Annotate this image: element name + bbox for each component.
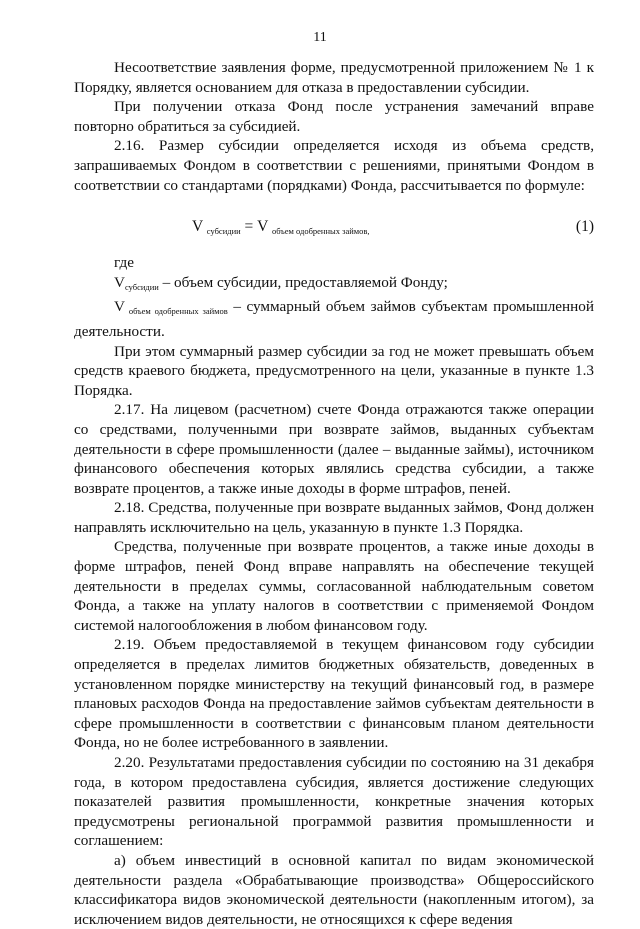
formula-equals: = — [244, 218, 254, 236]
paragraph: При этом суммарный размер субсидии за год не может превышать объем средств краевого бюджета, предусмотренного на цели, указанные в пункте 1.3 Порядка. — [74, 342, 594, 399]
definition-text: – объем субсидии, предоставляемой Фонду; — [158, 273, 448, 291]
formula-lhs-subscript: субсидии — [206, 226, 241, 237]
definition-subscript: объем одобренных займов — [124, 306, 228, 317]
formula — [74, 209, 594, 253]
document-body — [74, 58, 594, 929]
paragraph-2-19: 2.19. Объем предоставляемой в текущем финансовом году субсидии определяется в пределах лимитов бюджетных обязательств, доведенных в установленном порядке министерству на текущий финансовый год, в размере плановых расходов Фонда на предоставление займов субъектам деятельности в сфере промышленности в соответствии с финансовым планом деятельности Фонда, но не более истребованного в заявлении. — [74, 636, 594, 752]
paragraph: Средства, полученные при возврате процентов, а также иные доходы в форме штрафов, пеней Фонд вправе направлять на обеспечение текущей деятельности в пределах суммы, согласованной наблюдательным советом Фонда, а также на уплату налогов в соответствии с применяемой Фондом системой налогообложения в любом финансовом году. — [74, 538, 594, 634]
definition-subscript: субсидии — [124, 281, 159, 292]
formula-number: (1) — [575, 218, 594, 236]
formula-lhs-symbol: V — [192, 218, 203, 236]
definition-approved-loans — [74, 297, 594, 341]
paragraph-item-a: а) объем инвестиций в основной капитал по видам экономической деятельности раздела «Обрабатывающие производства» Общероссийского классификатора видов экономической деятельности (накопленным итогом), за исключением видов деятельности, не относящихся к сфере ведения — [74, 851, 594, 928]
definition-subsidy — [74, 273, 594, 298]
formula-rhs-subscript: объем одобренных займов, — [271, 226, 370, 237]
definition-text: – суммарный объем займов субъектам промышленной деятельности. — [74, 298, 594, 340]
paragraph-2-18: 2.18. Средства, полученные при возврате выданных займов, Фонд должен направлять исключительно на цель, указанную в пункте 1.3 Порядка. — [74, 499, 594, 536]
formula-rhs-symbol: V — [257, 218, 269, 236]
where-label: где — [114, 254, 134, 272]
page-number: 11 — [313, 30, 327, 45]
paragraph: 2.16. Размер субсидии определяется исходя из объема средств, запрашиваемых Фондом в соответствии с решениями, принятыми Фондом в соответствии со стандартами (порядками) Фонда, рассчитывается по формуле: — [74, 137, 594, 194]
definition-symbol: V — [114, 273, 125, 291]
paragraph: При получении отказа Фонд после устранения замечаний вправе повторно обратиться за субсидией. — [74, 98, 594, 135]
paragraph-2-17: 2.17. На лицевом (расчетном) счете Фонда отражаются также операции со средствами, полученными при возврате займов, выданных субъектам деятельности в сфере промышленности (далее – выданные займы), источником финансового обеспечения которых являлись средства субсидии, а также возврате процентов, а также иные доходы в форме штрафов, пеней. — [74, 401, 594, 497]
formula-expression — [192, 217, 370, 242]
paragraph: Несоответствие заявления форме, предусмотренной приложением № 1 к Порядку, является основанием для отказа в предоставлении субсидии. — [74, 59, 594, 96]
definition-symbol: V — [114, 298, 125, 316]
paragraph-2-20: 2.20. Результатами предоставления субсидии по состоянию на 31 декабря года, в котором предоставлена субсидия, является достижение следующих показателей развития промышленности, конкретные значения которых предусмотрены региональной программой развития промышленности и соглашением: — [74, 754, 594, 850]
